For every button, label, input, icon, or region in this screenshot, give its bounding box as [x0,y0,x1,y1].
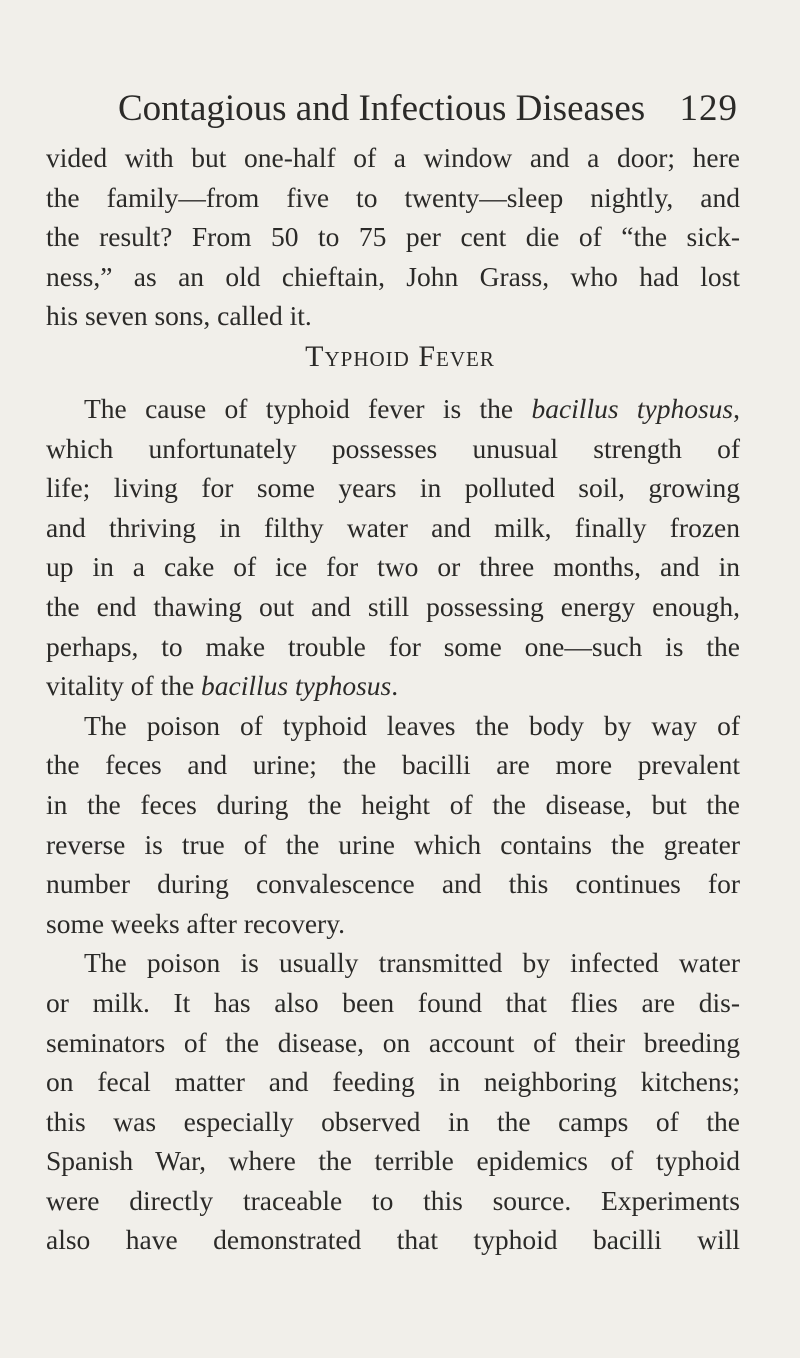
text-line: the result? From 50 to 75 per cent die of “the sick- [46,221,740,253]
text-line: seminators of the disease, on account of their breeding [46,1026,740,1058]
text-line: the family—from five to twenty—sleep nightly, and [46,181,740,213]
italic-term: bacillus typhosus [201,670,392,702]
text-line: The poison of typhoid leaves the body by way of [84,709,740,741]
text-line: and thriving in filthy water and milk, finally frozen [46,511,740,543]
italic-term: bacillus typhosus [531,393,734,424]
text-line: reverse is true of the urine which contains the greater [46,828,740,860]
text-line: also have demonstrated that typhoid bacilli will [46,1224,740,1256]
text-line: or milk. It has also been found that flies are dis- [46,986,740,1018]
continued-paragraph [46,138,740,336]
text-line: perhaps, to make trouble for some one—such is the [46,630,740,662]
page-number: 129 [679,88,738,129]
text-line: The poison is usually transmitted by infected water [84,947,740,979]
text-run: . [391,670,399,702]
text-line: vided with but one-half of a window and a door; here [46,142,740,173]
text-line: in the feces during the height of the disease, but the [46,788,740,820]
text-line: the end thawing out and still possessing energy enough, [46,590,740,622]
text-run: vitality of the [46,670,202,702]
text-line: on fecal matter and feeding in neighboring kitchens; [46,1066,740,1098]
text-line: his seven sons, called it. [46,300,312,332]
section-body [46,389,740,1260]
text-line: the feces and urine; the bacilli are more prevalent [46,749,740,781]
text-line: some weeks after recovery. [46,907,346,939]
section-heading: Typhoid Fever [305,340,495,373]
text-line: ness,” as an old chieftain, John Grass, who had lost [46,260,740,292]
running-title: Contagious and Infectious Diseases [118,88,646,129]
text-line: number during convalescence and this continues for [46,868,740,900]
text-line [46,389,740,429]
text-line: Spanish War, where the terrible epidemics of typhoid [46,1145,740,1177]
text-line: up in a cake of ice for two or three months, and in [46,551,740,583]
text-line: this was especially observed in the camps of the [46,1105,740,1137]
text-line [46,666,740,706]
text-line: life; living for some years in polluted soil, growing [46,472,740,504]
text-line: which unfortunately possesses unusual strength of [46,432,740,464]
text-run: , [733,393,740,424]
text-line: were directly traceable to this source. Experiments [46,1184,740,1216]
text-run: The cause of typhoid fever is the [84,393,532,424]
running-header [118,84,738,134]
